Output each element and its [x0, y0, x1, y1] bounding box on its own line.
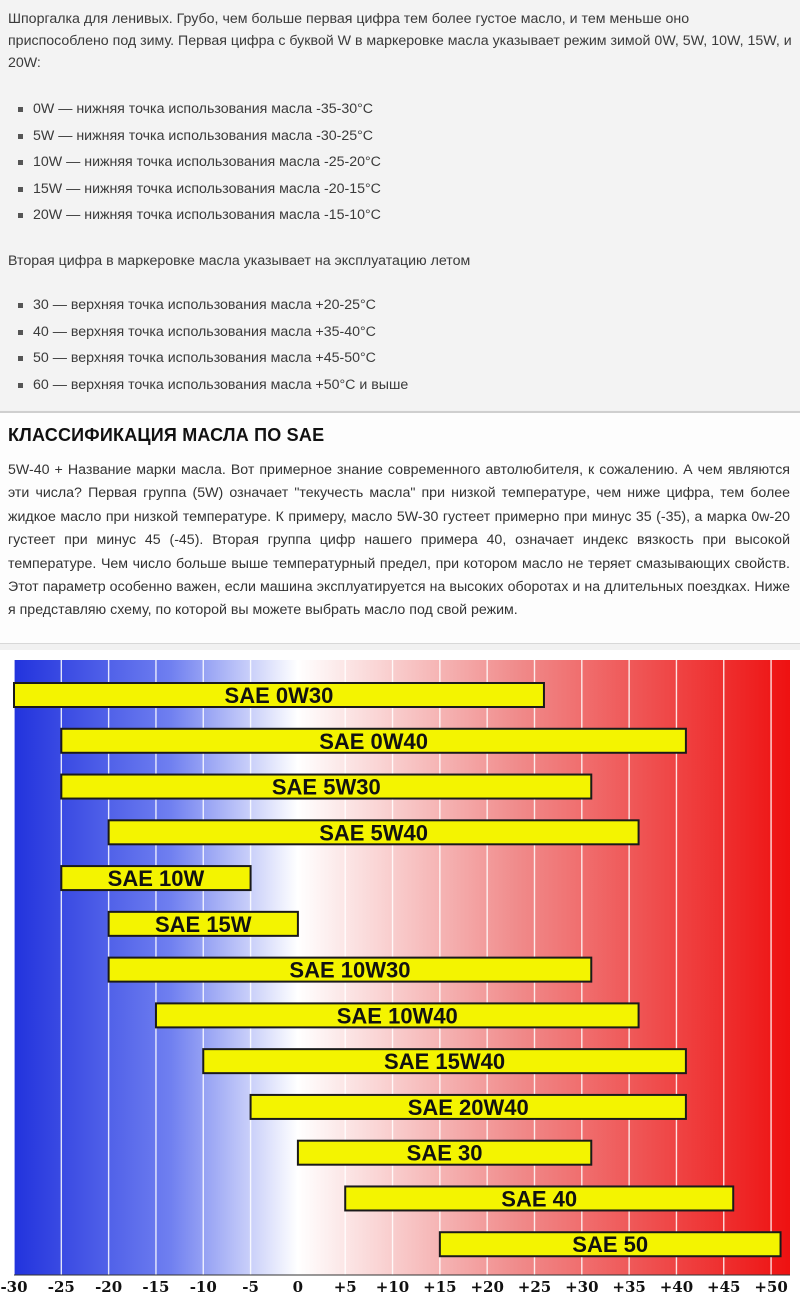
list-item: 0W — нижняя точка использования масла -35-30°C: [0, 96, 800, 123]
bar-label: SAE 10W: [107, 866, 205, 892]
chart-svg: [0, 650, 800, 1310]
bar-label: SAE 15W40: [384, 1049, 506, 1075]
section-body: 5W-40 + Название марки масла. Вот примерное знание современного автолюбителя, к сожалению. А чем являются эти числа? Первая группа (5W) означает "текучесть масла" при низкой температуре, чем ниже цифра, тем более жидкое масло при низкой температуре. К примеру, масло 5W-30 густеет примерно при минус 35 (-35), а марка 0w-20 густеет при минус 45 (-45). Вторая группа цифр нашего примера 40, означает индекс вязкость при высокой температуре. Чем число больше выше температурный предел, при котором масло не теряет смазывающих свойств. Этот параметр особенно важен, если машина эксплуатируется на высоких оборотах и на длительных поездках. Ниже я представляю схему, по которой вы можете выбрать масло под свой режим.: [8, 462, 790, 619]
bar-label: SAE 5W40: [319, 820, 429, 846]
tick-label: -5: [242, 1278, 259, 1296]
tick-label: +50: [754, 1278, 788, 1296]
list-item: 40 — верхняя точка использования масла +35-40°C: [0, 319, 800, 346]
list-item: 30 — верхняя точка использования масла +20-25°C: [0, 292, 800, 319]
winter-list: [0, 96, 800, 229]
sae-viscosity-chart: [0, 650, 800, 1310]
bar-label: SAE 50: [572, 1232, 649, 1258]
tick-label: +10: [375, 1278, 410, 1296]
list-item: 15W — нижняя точка использования масла -20-15°C: [0, 176, 800, 203]
tick-label: 0: [292, 1278, 304, 1296]
summer-list: [0, 292, 800, 398]
tick-label: -25: [47, 1278, 75, 1296]
tick-label: -30: [0, 1278, 28, 1296]
tick-label: -15: [142, 1278, 170, 1296]
tick-label: -20: [95, 1278, 123, 1296]
list-item: 10W — нижняя точка использования масла -25-20°C: [0, 149, 800, 176]
tick-label: +40: [659, 1278, 694, 1296]
list-item: 5W — нижняя точка использования масла -30-25°C: [0, 123, 800, 150]
bar-label: SAE 20W40: [407, 1094, 529, 1120]
bar-label: SAE 0W40: [319, 728, 429, 754]
bar-label: SAE 30: [406, 1140, 483, 1166]
tick-label: +45: [707, 1278, 741, 1296]
bar-label: SAE 0W30: [224, 683, 334, 708]
list-item: 60 — верхняя точка использования масла +50°C и выше: [0, 372, 800, 399]
tick-label: +25: [517, 1278, 552, 1296]
bar-label: SAE 40: [501, 1186, 578, 1212]
tick-label: +20: [470, 1278, 504, 1296]
tick-label: -10: [189, 1278, 217, 1296]
tick-label: +35: [612, 1278, 646, 1296]
bar-label: SAE 5W30: [271, 774, 381, 800]
section-heading: КЛАССИФИКАЦИЯ МАСЛА ПО SAE: [8, 425, 325, 445]
intro-paragraph: Шпоргалка для ленивых. Грубо, чем больше первая цифра тем более густое масло, и тем меньше оно приспособлено под зиму. Первая цифра с буквой W в маркеровке масла указывает режим зимой 0W, 5W, 10W, 15W, и 20W:: [8, 11, 792, 71]
tick-label: +5: [333, 1278, 357, 1296]
divider: [0, 643, 800, 644]
tick-label: +30: [565, 1278, 599, 1296]
bar-label: SAE 10W30: [289, 957, 411, 983]
list-item: 20W — нижняя точка использования масла -15-10°C: [0, 202, 800, 229]
tick-label: +15: [423, 1278, 457, 1296]
bar-label: SAE 10W40: [336, 1003, 458, 1029]
summer-intro-paragraph: Вторая цифра в маркеровке масла указывает на эксплуатацию летом: [8, 253, 471, 269]
list-item: 50 — верхняя точка использования масла +45-50°C: [0, 345, 800, 372]
bar-label: SAE 15W: [154, 911, 252, 937]
